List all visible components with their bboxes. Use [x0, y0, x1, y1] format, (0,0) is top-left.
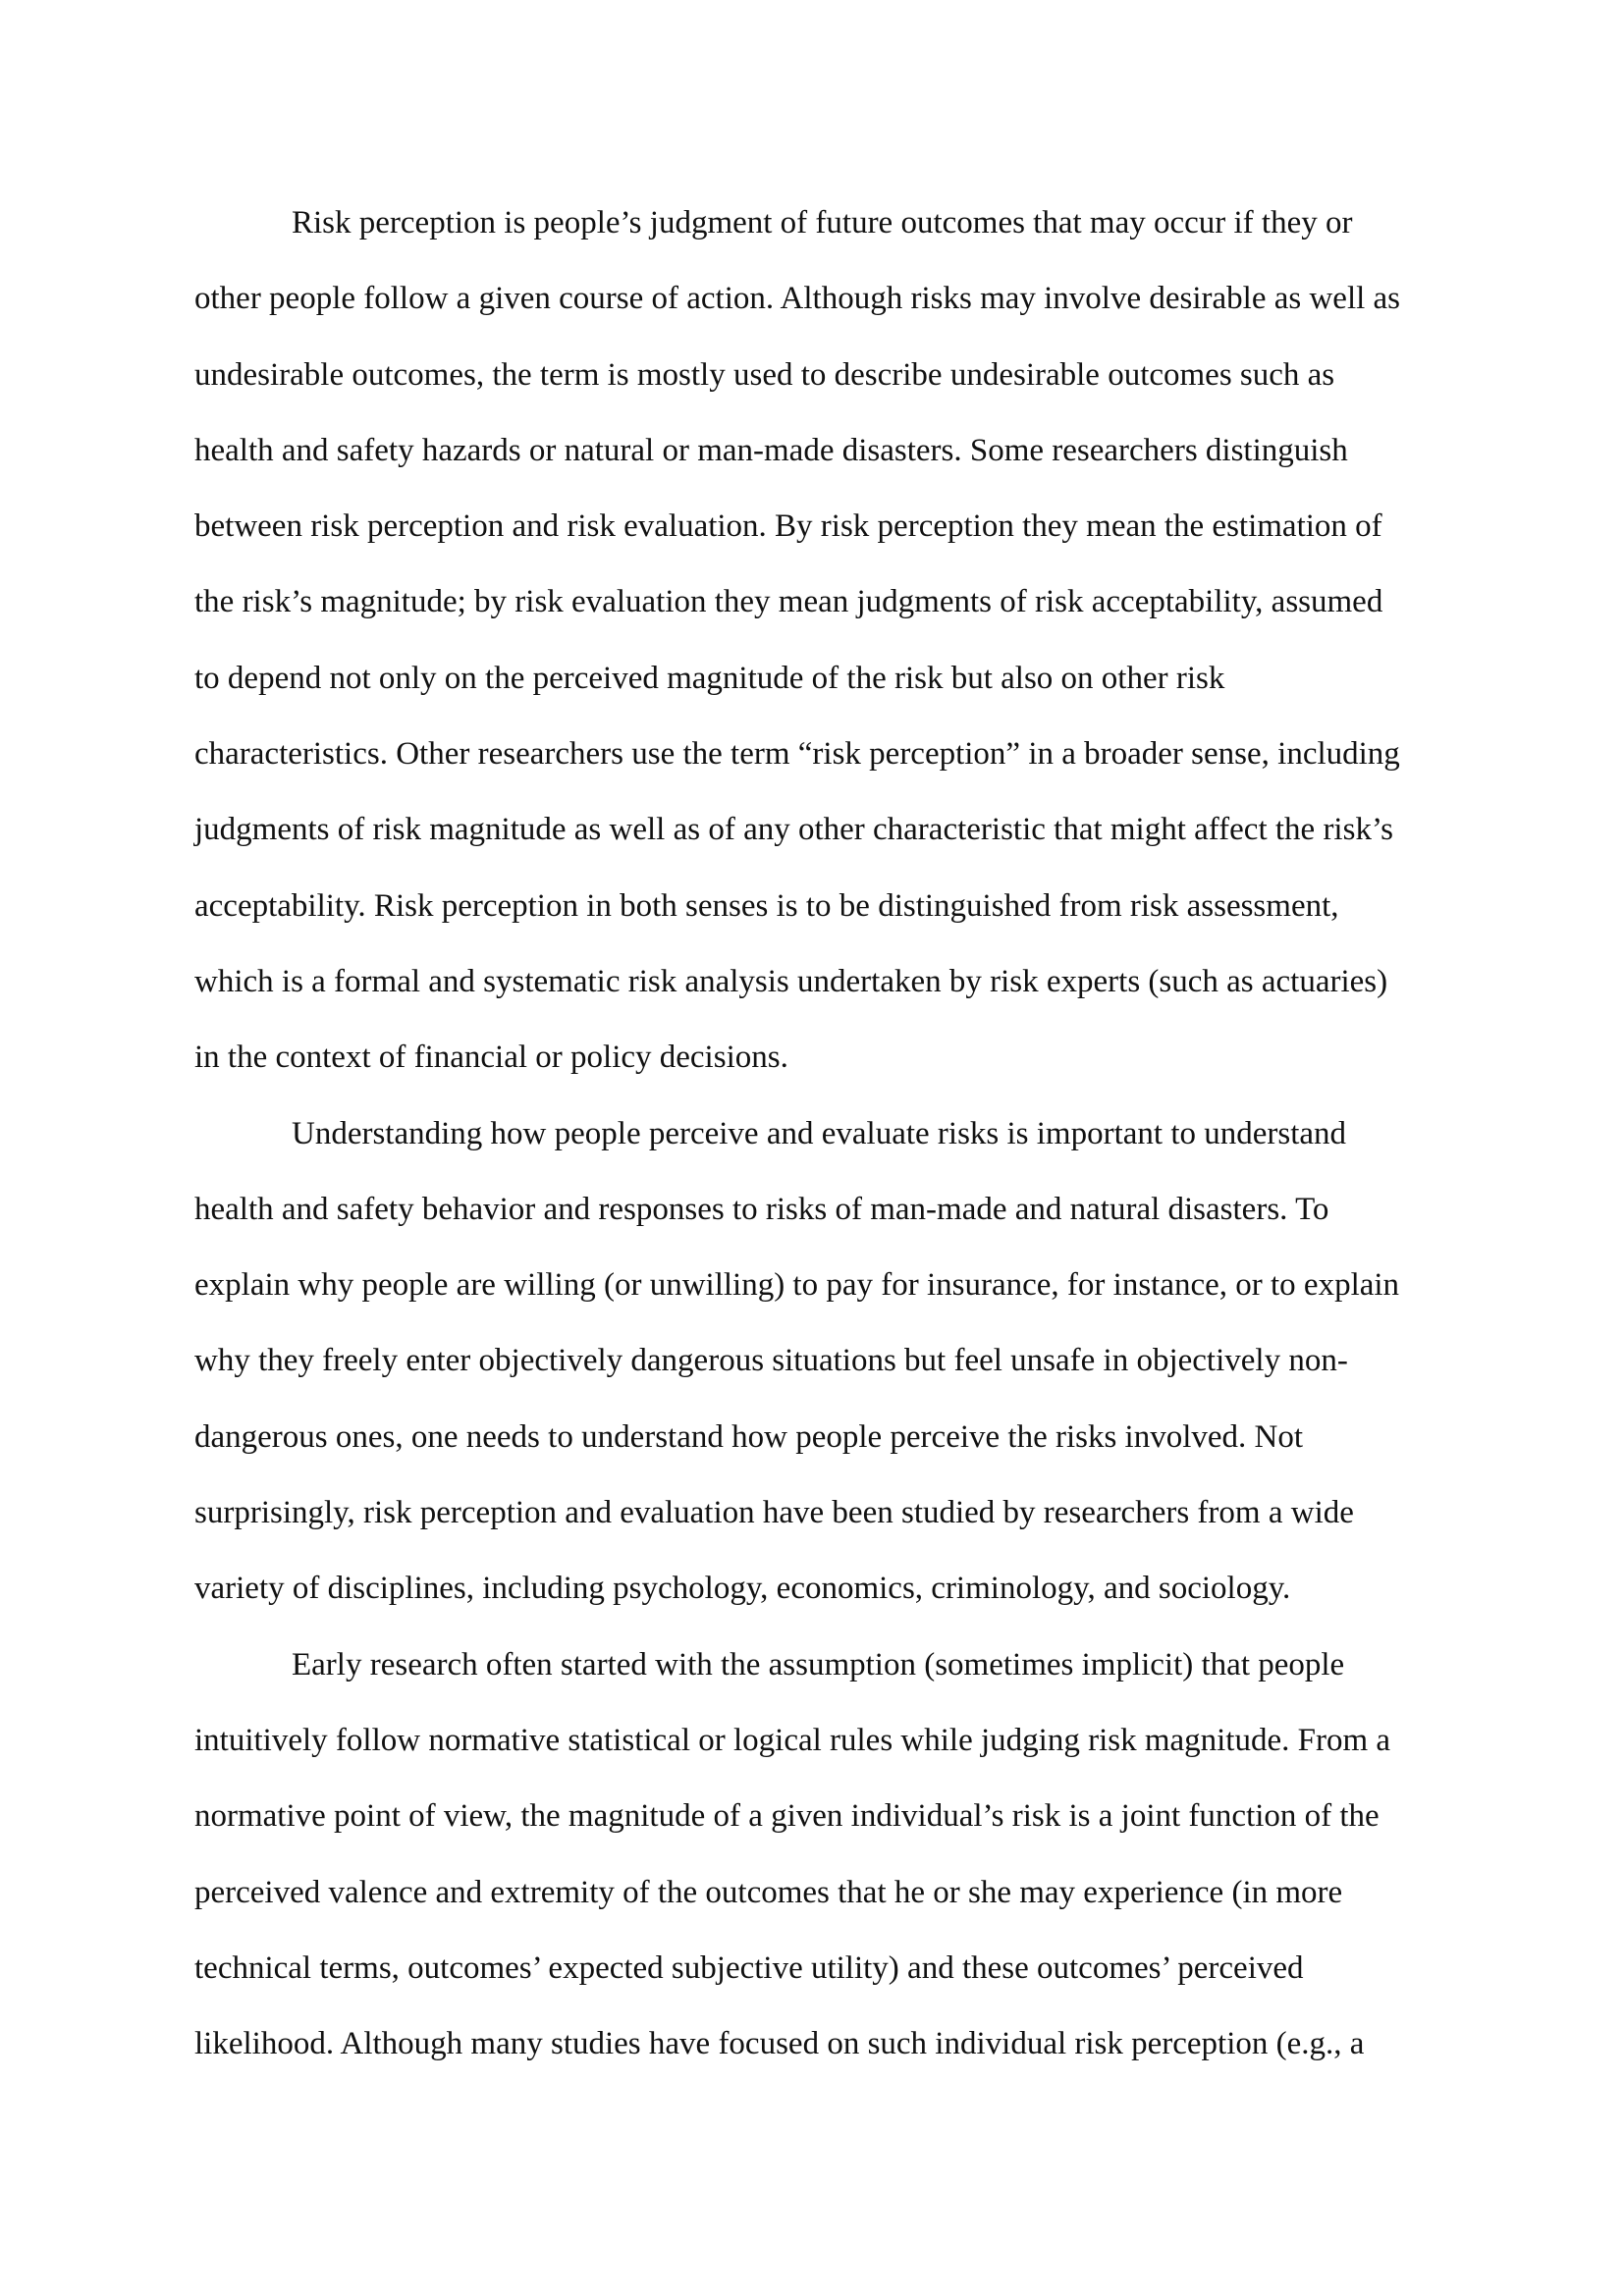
paragraph-1-line-7: to depend not only on the perceived magnitude of the risk but also on other risk — [194, 660, 1225, 696]
paragraph-3-line-4: perceived valence and extremity of the outcomes that he or she may experience (in more — [194, 1874, 1343, 1910]
paragraph-3-line-5: technical terms, outcomes’ expected subjective utility) and these outcomes’ perceived — [194, 1949, 1304, 1986]
paragraph-2-line-3: explain why people are willing (or unwilling) to pay for insurance, for instance, or to explain — [194, 1267, 1400, 1304]
document-body — [194, 186, 1432, 2082]
paragraph-1-line-9: judgments of risk magnitude as well as of any other characteristic that might affect the risk’s — [194, 812, 1393, 848]
paragraph-1-line-8: characteristics. Other researchers use the term “risk perception” in a broader sense, including — [194, 736, 1400, 773]
paragraph-3-line-1: Early research often started with the assumption (sometimes implicit) that people — [292, 1646, 1345, 1682]
paragraph-2-line-6: surprisingly, risk perception and evaluation have been studied by researchers from a wide — [194, 1495, 1354, 1531]
paragraph-1-line-5: between risk perception and risk evaluation. By risk perception they mean the estimation of — [194, 508, 1382, 545]
paragraph-2-line-1: Understanding how people perceive and evaluate risks is important to understand — [292, 1115, 1347, 1151]
paragraph-1-line-6: the risk’s magnitude; by risk evaluation they mean judgments of risk acceptability, assumed — [194, 584, 1383, 620]
paragraph-3-line-6: likelihood. Although many studies have focused on such individual risk perception (e.g., a — [194, 2026, 1365, 2062]
paragraph-1-line-4: health and safety hazards or natural or man-made disasters. Some researchers distinguish — [194, 432, 1348, 468]
paragraph-2-line-7: variety of disciplines, including psychology, economics, criminology, and sociology. — [194, 1571, 1291, 1607]
paragraph-1-line-3: undesirable outcomes, the term is mostly used to describe undesirable outcomes such as — [194, 356, 1335, 393]
paragraph-1-line-12: in the context of financial or policy decisions. — [194, 1040, 788, 1076]
paragraph-2-line-4: why they freely enter objectively dangerous situations but feel unsafe in objectively non- — [194, 1343, 1348, 1379]
paragraph-1-line-1: Risk perception is people’s judgment of future outcomes that may occur if they or — [292, 205, 1353, 240]
paragraph-3-line-3: normative point of view, the magnitude of a given individual’s risk is a joint function of the — [194, 1798, 1380, 1835]
paragraph-1-line-11: which is a formal and systematic risk analysis undertaken by risk experts (such as actuaries) — [194, 963, 1388, 999]
paragraph-2-line-5: dangerous ones, one needs to understand how people perceive the risks involved. Not — [194, 1418, 1304, 1455]
paragraph-1-line-10: acceptability. Risk perception in both senses is to be distinguished from risk assessment, — [194, 887, 1339, 924]
paragraph-2-line-2: health and safety behavior and responses to risks of man-made and natural disasters. To — [194, 1191, 1329, 1227]
paragraph-1-line-2: other people follow a given course of action. Although risks may involve desirable as well as — [194, 281, 1401, 317]
paragraph-3-line-2: intuitively follow normative statistical or logical rules while judging risk magnitude. From a — [194, 1722, 1391, 1758]
